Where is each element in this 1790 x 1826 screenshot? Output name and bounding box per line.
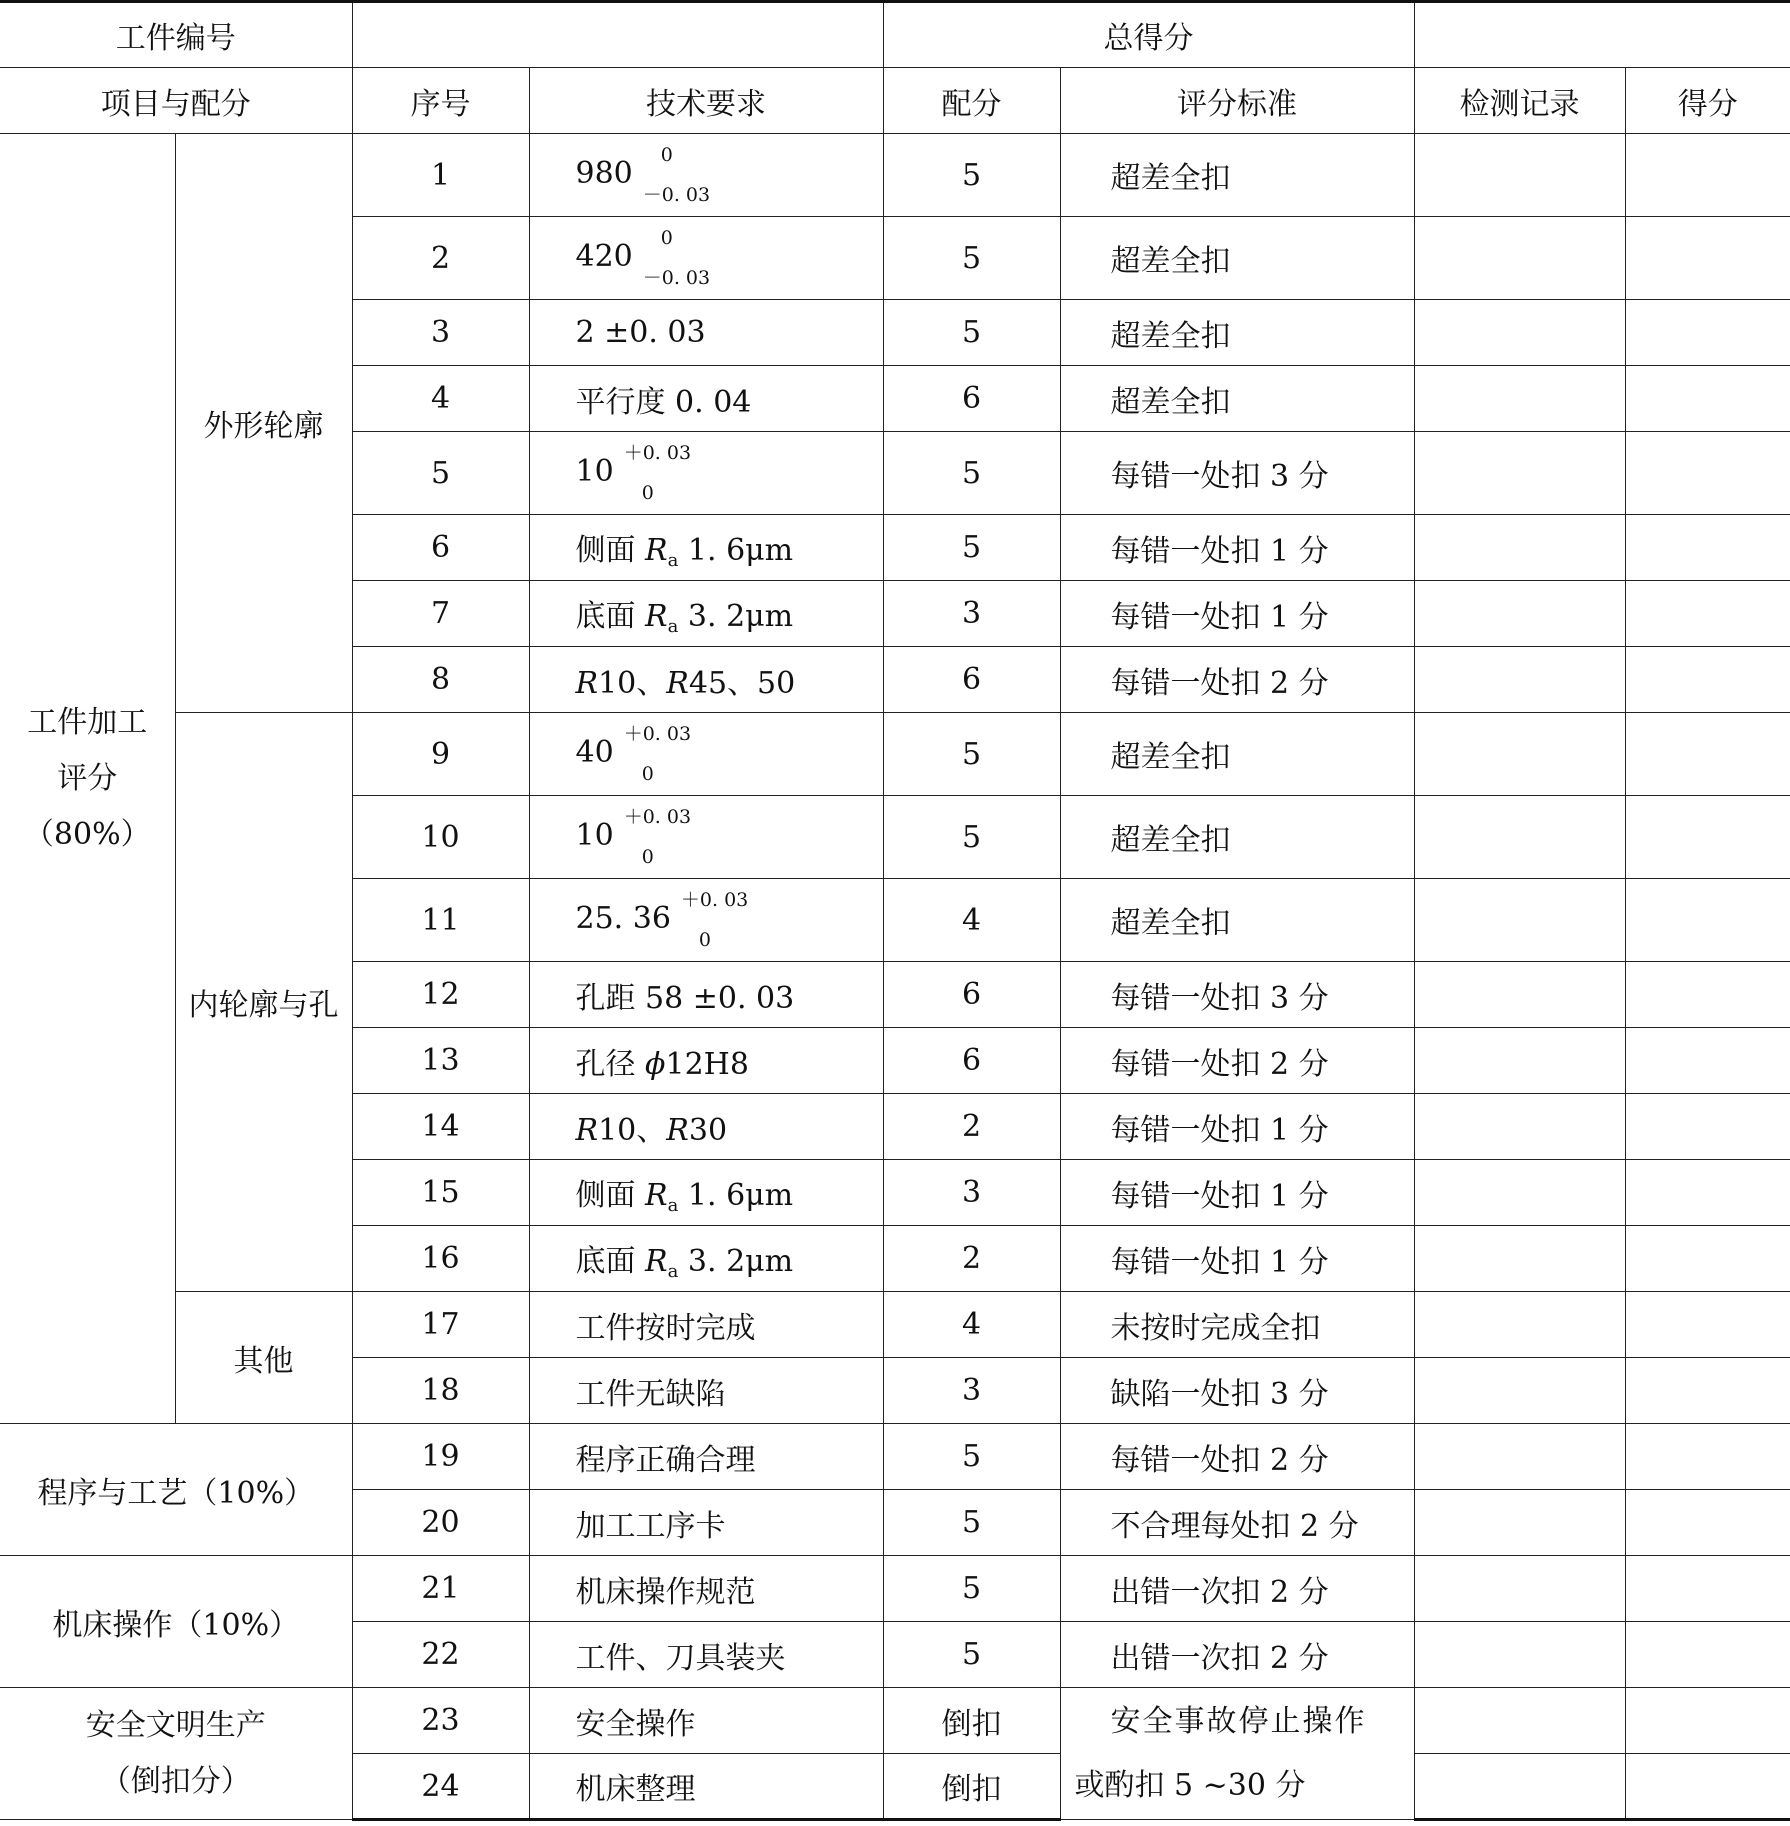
tolerance (643, 135, 710, 215)
record-cell[interactable] (1414, 1754, 1625, 1820)
seq-cell: 19 (352, 1424, 529, 1490)
record-cell[interactable] (1414, 1556, 1625, 1622)
req-value: 45、50 (688, 665, 796, 701)
seq-cell: 1 (352, 134, 529, 217)
req-value: 10、 (598, 665, 667, 701)
points-cell: 2 (883, 1226, 1060, 1292)
record-cell[interactable] (1414, 1226, 1625, 1292)
tolerance (681, 880, 748, 960)
req-cell: 机床操作规范 (529, 1556, 883, 1622)
roughness-symbol: R (645, 532, 668, 568)
req-cell (529, 1226, 883, 1292)
group-safety-note: （倒扣分） (100, 1763, 251, 1799)
radius-symbol: R (575, 1112, 599, 1148)
criteria-cell: 每错一处扣 3 分 (1060, 962, 1414, 1028)
req-nominal: 25. 36 (575, 901, 671, 936)
points-cell: 6 (883, 962, 1060, 1028)
tol-lower: 0 (698, 929, 712, 951)
criteria-cell: 每错一处扣 1 分 (1060, 1094, 1414, 1160)
score-cell[interactable] (1625, 300, 1790, 366)
criteria-cell: 超差全扣 (1060, 366, 1414, 432)
criteria-cell: 出错一次扣 2 分 (1060, 1556, 1414, 1622)
points-label: 配分 (883, 68, 1060, 134)
tol-lower: －0. 03 (642, 267, 711, 289)
points-cell: 5 (883, 134, 1060, 217)
tol-lower: 0 (641, 482, 654, 504)
req-cell: 平行度 0. 04 (529, 366, 883, 432)
record-label: 检测记录 (1414, 68, 1625, 134)
criteria-cell: 超差全扣 (1060, 713, 1414, 796)
score-cell[interactable] (1625, 1754, 1790, 1820)
points-cell: 6 (883, 1028, 1060, 1094)
tolerance (643, 218, 710, 298)
score-cell[interactable] (1625, 1292, 1790, 1358)
req-prefix: 孔径 (575, 1046, 646, 1082)
seq-cell: 17 (352, 1292, 529, 1358)
seq-label: 序号 (352, 68, 529, 134)
group-safety (0, 1688, 352, 1820)
points-cell: 3 (883, 1358, 1060, 1424)
points-cell: 3 (883, 1160, 1060, 1226)
tolerance (624, 714, 691, 794)
seq-cell: 14 (352, 1094, 529, 1160)
roughness-subscript: a (667, 549, 679, 571)
diameter-symbol: ϕ (645, 1046, 666, 1082)
score-cell[interactable] (1625, 217, 1790, 300)
header-row-1 (0, 2, 1790, 68)
seq-cell: 4 (352, 366, 529, 432)
req-value: 10、 (598, 1112, 667, 1148)
req-cell (529, 1028, 883, 1094)
score-cell[interactable] (1625, 1490, 1790, 1556)
criteria-cell: 每错一处扣 2 分 (1060, 1028, 1414, 1094)
req-cell (529, 1160, 883, 1226)
record-cell[interactable] (1414, 134, 1625, 217)
req-cell (529, 432, 883, 515)
points-cell: 2 (883, 1094, 1060, 1160)
record-cell[interactable] (1414, 1160, 1625, 1226)
score-cell[interactable] (1625, 1160, 1790, 1226)
req-cell: 工件无缺陷 (529, 1358, 883, 1424)
req-cell (529, 217, 883, 300)
seq-cell: 2 (352, 217, 529, 300)
req-prefix: 侧面 (575, 1177, 646, 1213)
req-cell: 工件按时完成 (529, 1292, 883, 1358)
points-cell: 5 (883, 432, 1060, 515)
score-label: 得分 (1625, 68, 1790, 134)
score-cell[interactable] (1625, 366, 1790, 432)
safety-criteria-cell (1060, 1688, 1414, 1820)
criteria-cell: 每错一处扣 1 分 (1060, 1226, 1414, 1292)
group-inner-profile: 内轮廓与孔 (175, 713, 352, 1292)
score-cell[interactable] (1625, 1358, 1790, 1424)
seq-cell: 11 (352, 879, 529, 962)
seq-cell: 15 (352, 1160, 529, 1226)
req-prefix: 底面 (575, 598, 646, 634)
req-cell (529, 1094, 883, 1160)
seq-cell: 18 (352, 1358, 529, 1424)
roughness-subscript: a (667, 615, 679, 637)
req-cell (529, 879, 883, 962)
seq-cell: 20 (352, 1490, 529, 1556)
req-prefix: 侧面 (575, 532, 646, 568)
criteria-cell: 缺陷一处扣 3 分 (1060, 1358, 1414, 1424)
record-cell[interactable] (1414, 432, 1625, 515)
tol-upper: ＋0. 03 (680, 889, 749, 911)
req-nominal: 40 (575, 735, 614, 770)
req-nominal: 420 (575, 239, 633, 274)
points-cell: 5 (883, 713, 1060, 796)
req-value: 1. 6μm (678, 1177, 794, 1213)
points-cell: 4 (883, 1292, 1060, 1358)
points-cell: 倒扣 (883, 1754, 1060, 1820)
criteria-cell: 超差全扣 (1060, 879, 1414, 962)
seq-cell: 13 (352, 1028, 529, 1094)
score-cell[interactable] (1625, 515, 1790, 581)
criteria-cell: 超差全扣 (1060, 217, 1414, 300)
seq-cell: 21 (352, 1556, 529, 1622)
criteria-cell: 每错一处扣 3 分 (1060, 432, 1414, 515)
record-cell[interactable] (1414, 217, 1625, 300)
points-cell: 5 (883, 1556, 1060, 1622)
points-cell: 4 (883, 879, 1060, 962)
req-nominal: 10 (575, 818, 614, 853)
score-cell[interactable] (1625, 432, 1790, 515)
seq-cell: 10 (352, 796, 529, 879)
safety-criteria-line1: 安全事故停止操作 (1110, 1703, 1367, 1739)
record-cell[interactable] (1414, 1490, 1625, 1556)
seq-cell: 6 (352, 515, 529, 581)
roughness-subscript: a (667, 1194, 679, 1216)
score-cell[interactable] (1625, 796, 1790, 879)
criteria-cell: 每错一处扣 2 分 (1060, 1424, 1414, 1490)
tol-upper: 0 (660, 227, 673, 249)
points-cell: 5 (883, 515, 1060, 581)
group-safety-title: 安全文明生产 (85, 1707, 266, 1743)
req-cell: 安全操作 (529, 1688, 883, 1754)
record-cell[interactable] (1414, 1292, 1625, 1358)
score-cell[interactable] (1625, 1424, 1790, 1490)
points-cell: 5 (883, 1424, 1060, 1490)
roughness-symbol: R (645, 1177, 668, 1213)
req-nominal: 10 (575, 454, 614, 489)
points-cell: 6 (883, 647, 1060, 713)
seq-cell: 5 (352, 432, 529, 515)
req-prefix: 底面 (575, 1243, 646, 1279)
tol-upper: ＋0. 03 (623, 723, 692, 745)
score-cell[interactable] (1625, 1094, 1790, 1160)
req-nominal: 980 (575, 156, 633, 191)
record-cell[interactable] (1414, 647, 1625, 713)
score-cell[interactable] (1625, 581, 1790, 647)
roughness-symbol: R (645, 1243, 668, 1279)
points-cell: 倒扣 (883, 1688, 1060, 1754)
criteria-cell: 每错一处扣 1 分 (1060, 515, 1414, 581)
score-cell[interactable] (1625, 1622, 1790, 1688)
seq-cell: 16 (352, 1226, 529, 1292)
seq-cell: 9 (352, 713, 529, 796)
record-cell[interactable] (1414, 1622, 1625, 1688)
req-cell: 加工工序卡 (529, 1490, 883, 1556)
req-value: 1. 6μm (678, 532, 794, 568)
req-value: 30 (688, 1112, 728, 1148)
safety-criteria-line2: 或酌扣 5 ~30 分 (1074, 1767, 1306, 1803)
score-cell[interactable] (1625, 1688, 1790, 1754)
criteria-cell: 超差全扣 (1060, 300, 1414, 366)
req-cell (529, 581, 883, 647)
req-cell: 孔距 58 ±0. 03 (529, 962, 883, 1028)
score-cell[interactable] (1625, 647, 1790, 713)
tol-lower: －0. 03 (642, 184, 711, 206)
criteria-label: 评分标准 (1060, 68, 1414, 134)
total-score-value-cell[interactable] (1414, 2, 1790, 68)
record-cell[interactable] (1414, 1358, 1625, 1424)
record-cell[interactable] (1414, 1424, 1625, 1490)
criteria-cell: 出错一次扣 2 分 (1060, 1622, 1414, 1688)
score-cell[interactable] (1625, 1226, 1790, 1292)
tol-upper: ＋0. 03 (623, 442, 692, 464)
record-cell[interactable] (1414, 1028, 1625, 1094)
req-cell (529, 796, 883, 879)
table-row (0, 713, 1790, 796)
req-cell: 工件、刀具装夹 (529, 1622, 883, 1688)
req-cell: 2 ±0. 03 (529, 300, 883, 366)
criteria-cell: 每错一处扣 1 分 (1060, 581, 1414, 647)
roughness-symbol: R (645, 598, 668, 634)
record-cell[interactable] (1414, 515, 1625, 581)
criteria-cell: 超差全扣 (1060, 134, 1414, 217)
seq-cell: 12 (352, 962, 529, 1028)
req-label: 技术要求 (529, 68, 883, 134)
score-cell[interactable] (1625, 1028, 1790, 1094)
seq-cell: 8 (352, 647, 529, 713)
record-cell[interactable] (1414, 879, 1625, 962)
record-cell[interactable] (1414, 366, 1625, 432)
item-label: 项目与配分 (0, 68, 352, 134)
req-value: 12H8 (665, 1046, 749, 1082)
criteria-cell: 不合理每处扣 2 分 (1060, 1490, 1414, 1556)
group-others: 其他 (175, 1292, 352, 1424)
record-cell[interactable] (1414, 713, 1625, 796)
tol-upper: 0 (660, 144, 673, 166)
record-cell[interactable] (1414, 962, 1625, 1028)
req-cell (529, 713, 883, 796)
group-program-process: 程序与工艺（10%） (0, 1424, 352, 1556)
points-cell: 5 (883, 217, 1060, 300)
record-cell[interactable] (1414, 300, 1625, 366)
seq-cell: 24 (352, 1754, 529, 1820)
group-workpiece-score: 工件加工评分（80%） (0, 134, 175, 1424)
table-row (0, 1292, 1790, 1358)
score-cell[interactable] (1625, 1556, 1790, 1622)
radius-symbol: R (666, 1112, 689, 1148)
workpiece-no-label: 工件编号 (0, 2, 352, 68)
criteria-cell: 每错一处扣 2 分 (1060, 647, 1414, 713)
table-row (0, 134, 1790, 217)
points-cell: 3 (883, 581, 1060, 647)
criteria-cell: 超差全扣 (1060, 796, 1414, 879)
table-row (0, 1556, 1790, 1622)
score-cell[interactable] (1625, 879, 1790, 962)
score-cell[interactable] (1625, 134, 1790, 217)
radius-symbol: R (575, 665, 599, 701)
tol-lower: 0 (641, 763, 654, 785)
criteria-cell: 未按时完成全扣 (1060, 1292, 1414, 1358)
points-cell: 5 (883, 796, 1060, 879)
header-row-2 (0, 68, 1790, 134)
record-cell[interactable] (1414, 1094, 1625, 1160)
req-cell (529, 134, 883, 217)
tolerance (624, 797, 691, 877)
workpiece-no-value-cell[interactable] (352, 2, 883, 68)
group-machine-operation: 机床操作（10%） (0, 1556, 352, 1688)
tol-lower: 0 (641, 846, 654, 868)
points-cell: 5 (883, 300, 1060, 366)
seq-cell: 22 (352, 1622, 529, 1688)
group-outer-profile: 外形轮廓 (175, 134, 352, 713)
record-cell[interactable] (1414, 581, 1625, 647)
req-cell (529, 515, 883, 581)
req-value: 3. 2μm (678, 598, 794, 634)
tol-upper: ＋0. 03 (623, 806, 692, 828)
seq-cell: 7 (352, 581, 529, 647)
req-cell (529, 647, 883, 713)
table-row (0, 1424, 1790, 1490)
req-cell: 机床整理 (529, 1754, 883, 1820)
criteria-cell: 每错一处扣 1 分 (1060, 1160, 1414, 1226)
points-cell: 6 (883, 366, 1060, 432)
radius-symbol: R (666, 665, 689, 701)
points-cell: 5 (883, 1490, 1060, 1556)
score-cell[interactable] (1625, 962, 1790, 1028)
req-cell: 程序正确合理 (529, 1424, 883, 1490)
record-cell[interactable] (1414, 796, 1625, 879)
roughness-subscript: a (667, 1260, 679, 1282)
seq-cell: 23 (352, 1688, 529, 1754)
score-cell[interactable] (1625, 713, 1790, 796)
req-value: 3. 2μm (678, 1243, 794, 1279)
seq-cell: 3 (352, 300, 529, 366)
total-score-label: 总得分 (883, 2, 1414, 68)
record-cell[interactable] (1414, 1688, 1625, 1754)
table-row (0, 1688, 1790, 1754)
tolerance (624, 433, 691, 513)
points-cell: 5 (883, 1622, 1060, 1688)
